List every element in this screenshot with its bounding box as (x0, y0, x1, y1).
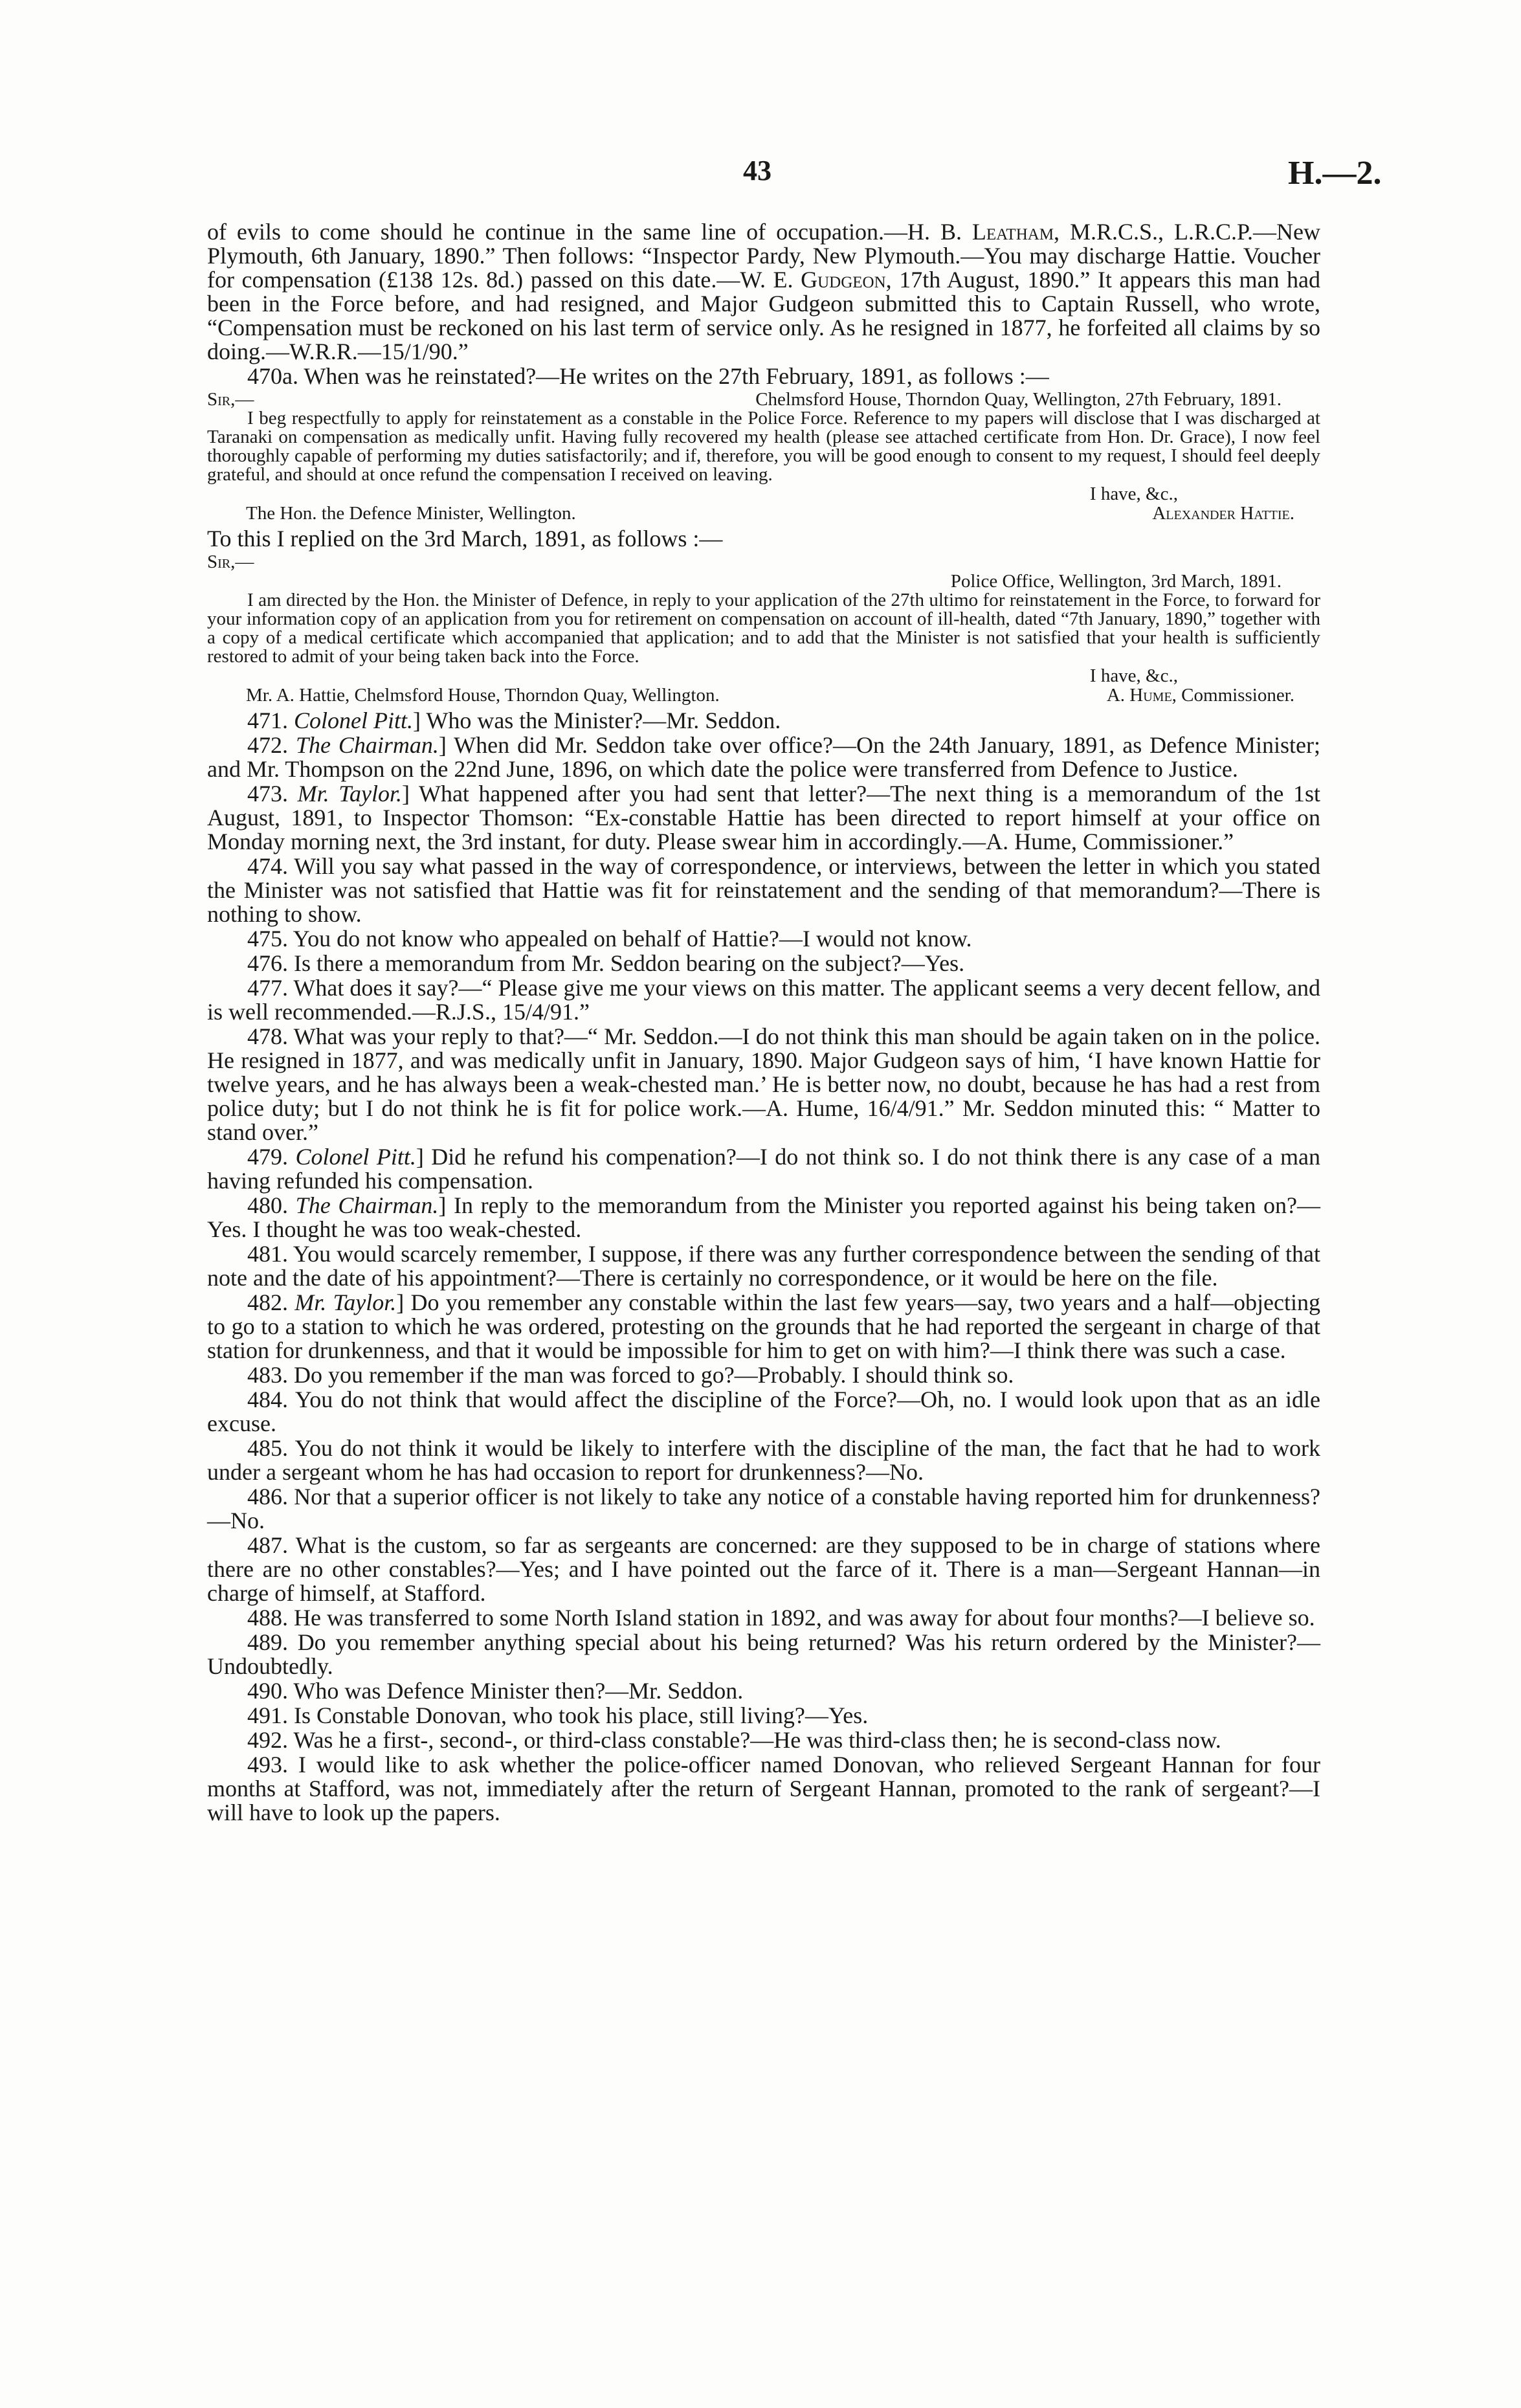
testimony-item: 472. The Chairman.] When did Mr. Seddon take over office?—On the 24th January, 1891, as Defence Minister; and Mr. Thompson on the 22nd June, 1896, on which date the police were transferred from Defence to Justice. (207, 732, 1320, 782)
testimony-item: 485. You do not think it would be likely to interfere with the discipline of the man, the fact that he had to work under a sergeant whom he has had occasion to report for drunkenness?—No. (207, 1435, 1320, 1485)
testimony-item: 479. Colonel Pitt.] Did he refund his compenation?—I do not think so. I do not think there is any case of a man having refunded his compensation. (207, 1144, 1321, 1194)
testimony-item: 492. Was he a first-, second-, or third-class constable?—He was third-class then; he is second-class now. (247, 1727, 1221, 1753)
letter-salutation: Sir,— (207, 389, 254, 410)
letter-closing: I have, &c., (1089, 484, 1178, 504)
page-body (207, 220, 1320, 1825)
document-reference: H.—2. (1288, 155, 1382, 192)
testimony-item: 493. I would like to ask whether the police-officer named Donovan, who relieved Sergeant Hannan for four months at Stafford, was not, immediately after the return of Sergeant Hannan, promoted to the rank of sergeant?—I will have to look up the papers. (207, 1752, 1320, 1825)
letter-address: Police Office, Wellington, 3rd March, 1891. (950, 571, 1282, 592)
testimony-item: 475. You do not know who appealed on behalf of Hattie?—I would not know. (247, 926, 972, 952)
testimony-item: 471. Colonel Pitt.] Who was the Minister?—Mr. Seddon. (247, 708, 781, 733)
testimony-item: 487. What is the custom, so far as sergeants are concerned: are they supposed to be in charge of stations where there are no other constables?—Yes; and I have pointed out the farce of it. There is a man—Sergeant Hannan—in charge of himself, at Stafford. (207, 1532, 1321, 1606)
question-470a: 470a. When was he reinstated?—He writes on the 27th February, 1891, as follows :— (247, 363, 1049, 389)
letter-body: I beg respectfully to apply for reinstatement as a constable in the Police Force. Reference to my papers will disclose that I was discharged at Taranaki on compensation as medically unfit. Having fully recovered my health (please see attached certificate from Hon. Dr. Grace), I now feel thoroughly capable of performing my duties satisfactorily; and if, therefore, you will be good enough to consent to my request, I should feel deeply grateful, and should at once refund the compensation I received on leaving. (207, 408, 1320, 485)
letter-signature: A. Hume, Commissioner. (1106, 685, 1294, 706)
letter-salutation: Sir,— (207, 552, 254, 572)
testimony-item: 489. Do you remember anything special about his being returned? Was his return ordered by the Minister?—Undoubtedly. (207, 1629, 1320, 1679)
testimony-item: 481. You would scarcely remember, I suppose, if there was any further correspondence between the sending of that note and the date of his appointment?—There is certainly no correspondence, or it would be here on the file. (207, 1241, 1321, 1291)
letter-recipient: Mr. A. Hattie, Chelmsford House, Thorndon Quay, Wellington. (246, 685, 720, 706)
testimony-item: 480. The Chairman.] In reply to the memorandum from the Minister you reported against his being taken on?—Yes. I thought he was too weak-chested. (207, 1192, 1320, 1242)
testimony-item: 484. You do not think that would affect the discipline of the Force?—Oh, no. I would look upon that as an idle excuse. (207, 1387, 1320, 1436)
testimony-item: 476. Is there a memorandum from Mr. Seddon bearing on the subject?—Yes. (247, 950, 965, 976)
testimony-item: 482. Mr. Taylor.] Do you remember any constable within the last few years—say, two years and a half—objecting to go to a station to which he was ordered, protesting on the grounds that he had reported the sergeant in charge of that station for drunkenness, and that it would be impossible for him to get on with him?—I think there was such a case. (207, 1289, 1320, 1363)
letter-signature: Alexander Hattie. (1152, 503, 1294, 524)
testimony-item: 491. Is Constable Donovan, who took his place, still living?—Yes. (247, 1702, 869, 1728)
page-number: 43 (743, 155, 772, 186)
testimony-list (207, 709, 1320, 1825)
letter-closing: I have, &c., (1089, 665, 1178, 686)
testimony-item: 478. What was your reply to that?—“ Mr. Seddon.—I do not think this man should be again taken on in the police. He resigned in 1877, and was medically unfit in January, 1890. Major Gudgeon says of him, ‘I have known Hattie for twelve years, and he has always been a weak-chested man.’ He is better now, no doubt, because he has had a rest from police duty; but I do not think he is fit for police work.—A. Hume, 16/4/91.” Mr. Seddon minuted this: “ Matter to stand over.” (207, 1023, 1320, 1145)
letter-address: Chelmsford House, Thorndon Quay, Wellington, 27th February, 1891. (755, 389, 1282, 410)
testimony-item: 490. Who was Defence Minister then?—Mr. Seddon. (247, 1678, 744, 1704)
testimony-item: 488. He was transferred to some North Island station in 1892, and was away for about four months?—I believe so. (247, 1605, 1315, 1631)
letter-body: I am directed by the Hon. the Minister of Defence, in reply to your application of the 27th ultimo for reinstatement in the Force, to forward for your information copy of an application from you for retirement on compensation on account of ill-health, dated “7th January, 1890,” together with a copy of a medical certificate which accompanied that application; and to add that the Minister is not satisfied that your health is sufficiently restored to admit of your being taken back into the Force. (207, 590, 1320, 667)
reply-intro: To this I replied on the 3rd March, 1891, as follows :— (207, 526, 723, 552)
testimony-item: 473. Mr. Taylor.] What happened after you had sent that letter?—The next thing is a memorandum of the 1st August, 1891, to Inspector Thomson: “Ex-constable Hattie has been directed to report himself at your office on Monday morning next, the 3rd instant, for duty. Please swear him in accordingly.—A. Hume, Commissioner.” (207, 781, 1320, 854)
letter-commissioner (207, 552, 1320, 705)
intro-paragraph: of evils to come should he continue in the same line of occupation.—H. B. Leatham, M.R.C.S., L.R.C.P.—New Plymouth, 6th January, 1890.” Then follows: “Inspector Pardy, New Plymouth.—You may discharge Hattie. Voucher for compensation (£138 12s. 8d.) passed on this date.—W. E. Gudgeon, 17th August, 1890.” It appears this man had been in the Force before, and had resigned, and Major Gudgeon submitted this to Captain Russell, who wrote, “Compensation must be reckoned on his last term of service only. As he resigned in 1877, he forfeited all claims by so doing.—W.R.R.—15/1/90.” (207, 219, 1320, 364)
testimony-item: 483. Do you remember if the man was forced to go?—Probably. I should think so. (247, 1362, 1014, 1388)
letter-hattie (207, 390, 1320, 523)
letter-recipient: The Hon. the Defence Minister, Wellington. (246, 503, 576, 524)
testimony-item: 486. Nor that a superior officer is not likely to take any notice of a constable having reported him for drunkenness?—No. (207, 1484, 1320, 1533)
testimony-item: 474. Will you say what passed in the way of correspondence, or interviews, between the letter in which you stated the Minister was not satisfied that Hattie was fit for reinstatement and the sending of that memorandum?—There is nothing to show. (207, 853, 1321, 927)
testimony-item: 477. What does it say?—“ Please give me your views on this matter. The applicant seems a very decent fellow, and is well recommended.—R.J.S., 15/4/91.” (207, 975, 1320, 1025)
